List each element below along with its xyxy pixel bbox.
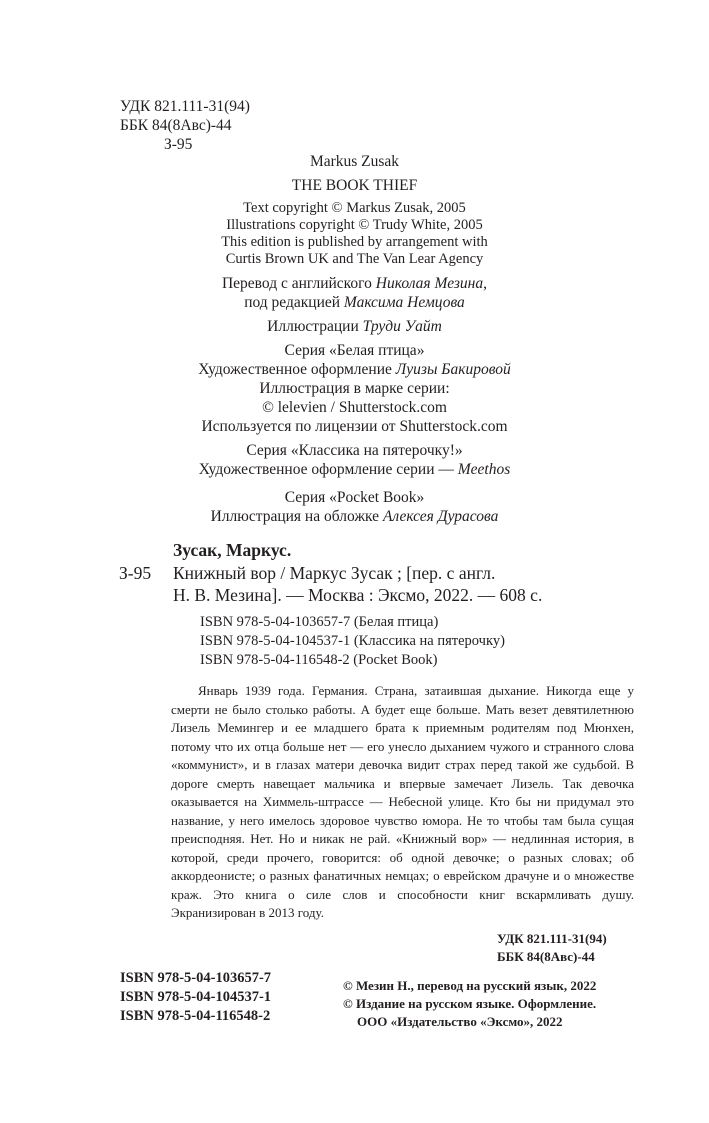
annotation-text: Январь 1939 года. Германия. Страна, затаившая дыхание. Никогда еще у смерти не было столько работы. А будет еще больше. Мать везет девятилетнюю Лизель Мемингер и ее младшего брата к приемным родителям под Мюнхен, потому что их отца больше нет — его унесло дыханием чужого и странного слова «коммунист», и в глазах матери девочка видит страх перед такой же судьбой. В дороге смерть навещает мальчика и впервые замечает Лизель. Так девочка оказывается на Химмель-штрассе — Небесной улице. Кто бы ни придумал это название, у него имелось здоровое чувство юмора. Не то чтобы там была сущая преисподняя. Нет. Но и никак не рай. «Книжный вор» — недлинная история, в которой, среди прочего, говорится: об одной девочке; о разных словах; об аккордеонисте; о разных фанатичных немцах; о еврейском драчуне и о множестве краж. Это книга о силе слов и способности книг вскармливать душу. Экранизирован в 2013 году. [171,683,634,920]
copyright-line: This edition is published by arrangement with [221,234,488,250]
book-title-en: THE BOOK THIEF [291,177,418,194]
bottom-copyright: ООО «Издательство «Эксмо», 2022 [357,1014,563,1029]
copyright-line: Text copyright © Markus Zusak, 2005 [243,200,466,216]
bottom-bbk: ББК 84(8Авс)-44 [497,949,595,964]
author-name-en: Markus Zusak [309,153,400,170]
catalog-isbn: ISBN 978-5-04-104537-1 (Классика на пятерочку) [200,633,505,649]
series-mark-illustration: Иллюстрация в марке серии: [259,380,450,397]
catalog-heading: Зусак, Маркус. [173,540,292,560]
series-pocket-book: Серия «Pocket Book» [284,489,425,506]
illustrator-name: Труди Уайт [362,318,442,335]
catalog-isbn: ISBN 978-5-04-116548-2 (Pocket Book) [200,652,438,668]
catalog-description: Н. В. Мезина]. — Москва : Эксмо, 2022. — 608 с. [173,585,543,605]
series-classics: Серия «Классика на пятерочку!» [246,442,463,459]
series-design-credit: Художественное оформление Луизы Бакировой [198,361,511,378]
license-note: Используется по лицензии от Shutterstock.com [201,418,508,435]
udk-code: УДК 821.111-31(94) [120,98,250,115]
editor-credit: под редакцией Максима Немцова [244,294,465,311]
catalog-description: Книжный вор / Маркус Зусак ; [пер. с англ. [173,563,496,583]
series-white-bird: Серия «Белая птица» [284,342,425,359]
bottom-copyright: © Издание на русском языке. Оформление. [343,996,597,1011]
bottom-udk: УДК 821.111-31(94) [497,931,607,946]
editor-name: Максима Немцова [343,294,465,311]
illustrations-credit: Иллюстрации Труди Уайт [267,318,442,335]
translator-name: Николая Мезина [375,275,484,292]
catalog-author-mark: З-95 [119,563,152,583]
catalog-isbn: ISBN 978-5-04-103657-7 (Белая птица) [200,614,439,630]
series-classics-design: Художественное оформление серии — Meethos [198,461,511,478]
bottom-copyright: © Мезин Н., перевод на русский язык, 2022 [343,978,597,993]
copyright-line: Curtis Brown UK and The Van Lear Agency [225,251,484,267]
bottom-isbn: ISBN 978-5-04-116548-2 [120,1008,271,1024]
bbk-code: ББК 84(8Авс)-44 [120,117,232,134]
stock-credit: © lelevien / Shutterstock.com [262,399,447,416]
cover-illustration-credit: Иллюстрация на обложке Алексея Дурасова [210,508,499,525]
translation-credit: Перевод с английского Николая Мезина, [221,275,487,292]
author-mark: З-95 [164,136,193,153]
copyright-line: Illustrations copyright © Trudy White, 2005 [226,217,483,233]
bottom-isbn: ISBN 978-5-04-104537-1 [120,989,272,1005]
bottom-isbn: ISBN 978-5-04-103657-7 [120,970,272,986]
